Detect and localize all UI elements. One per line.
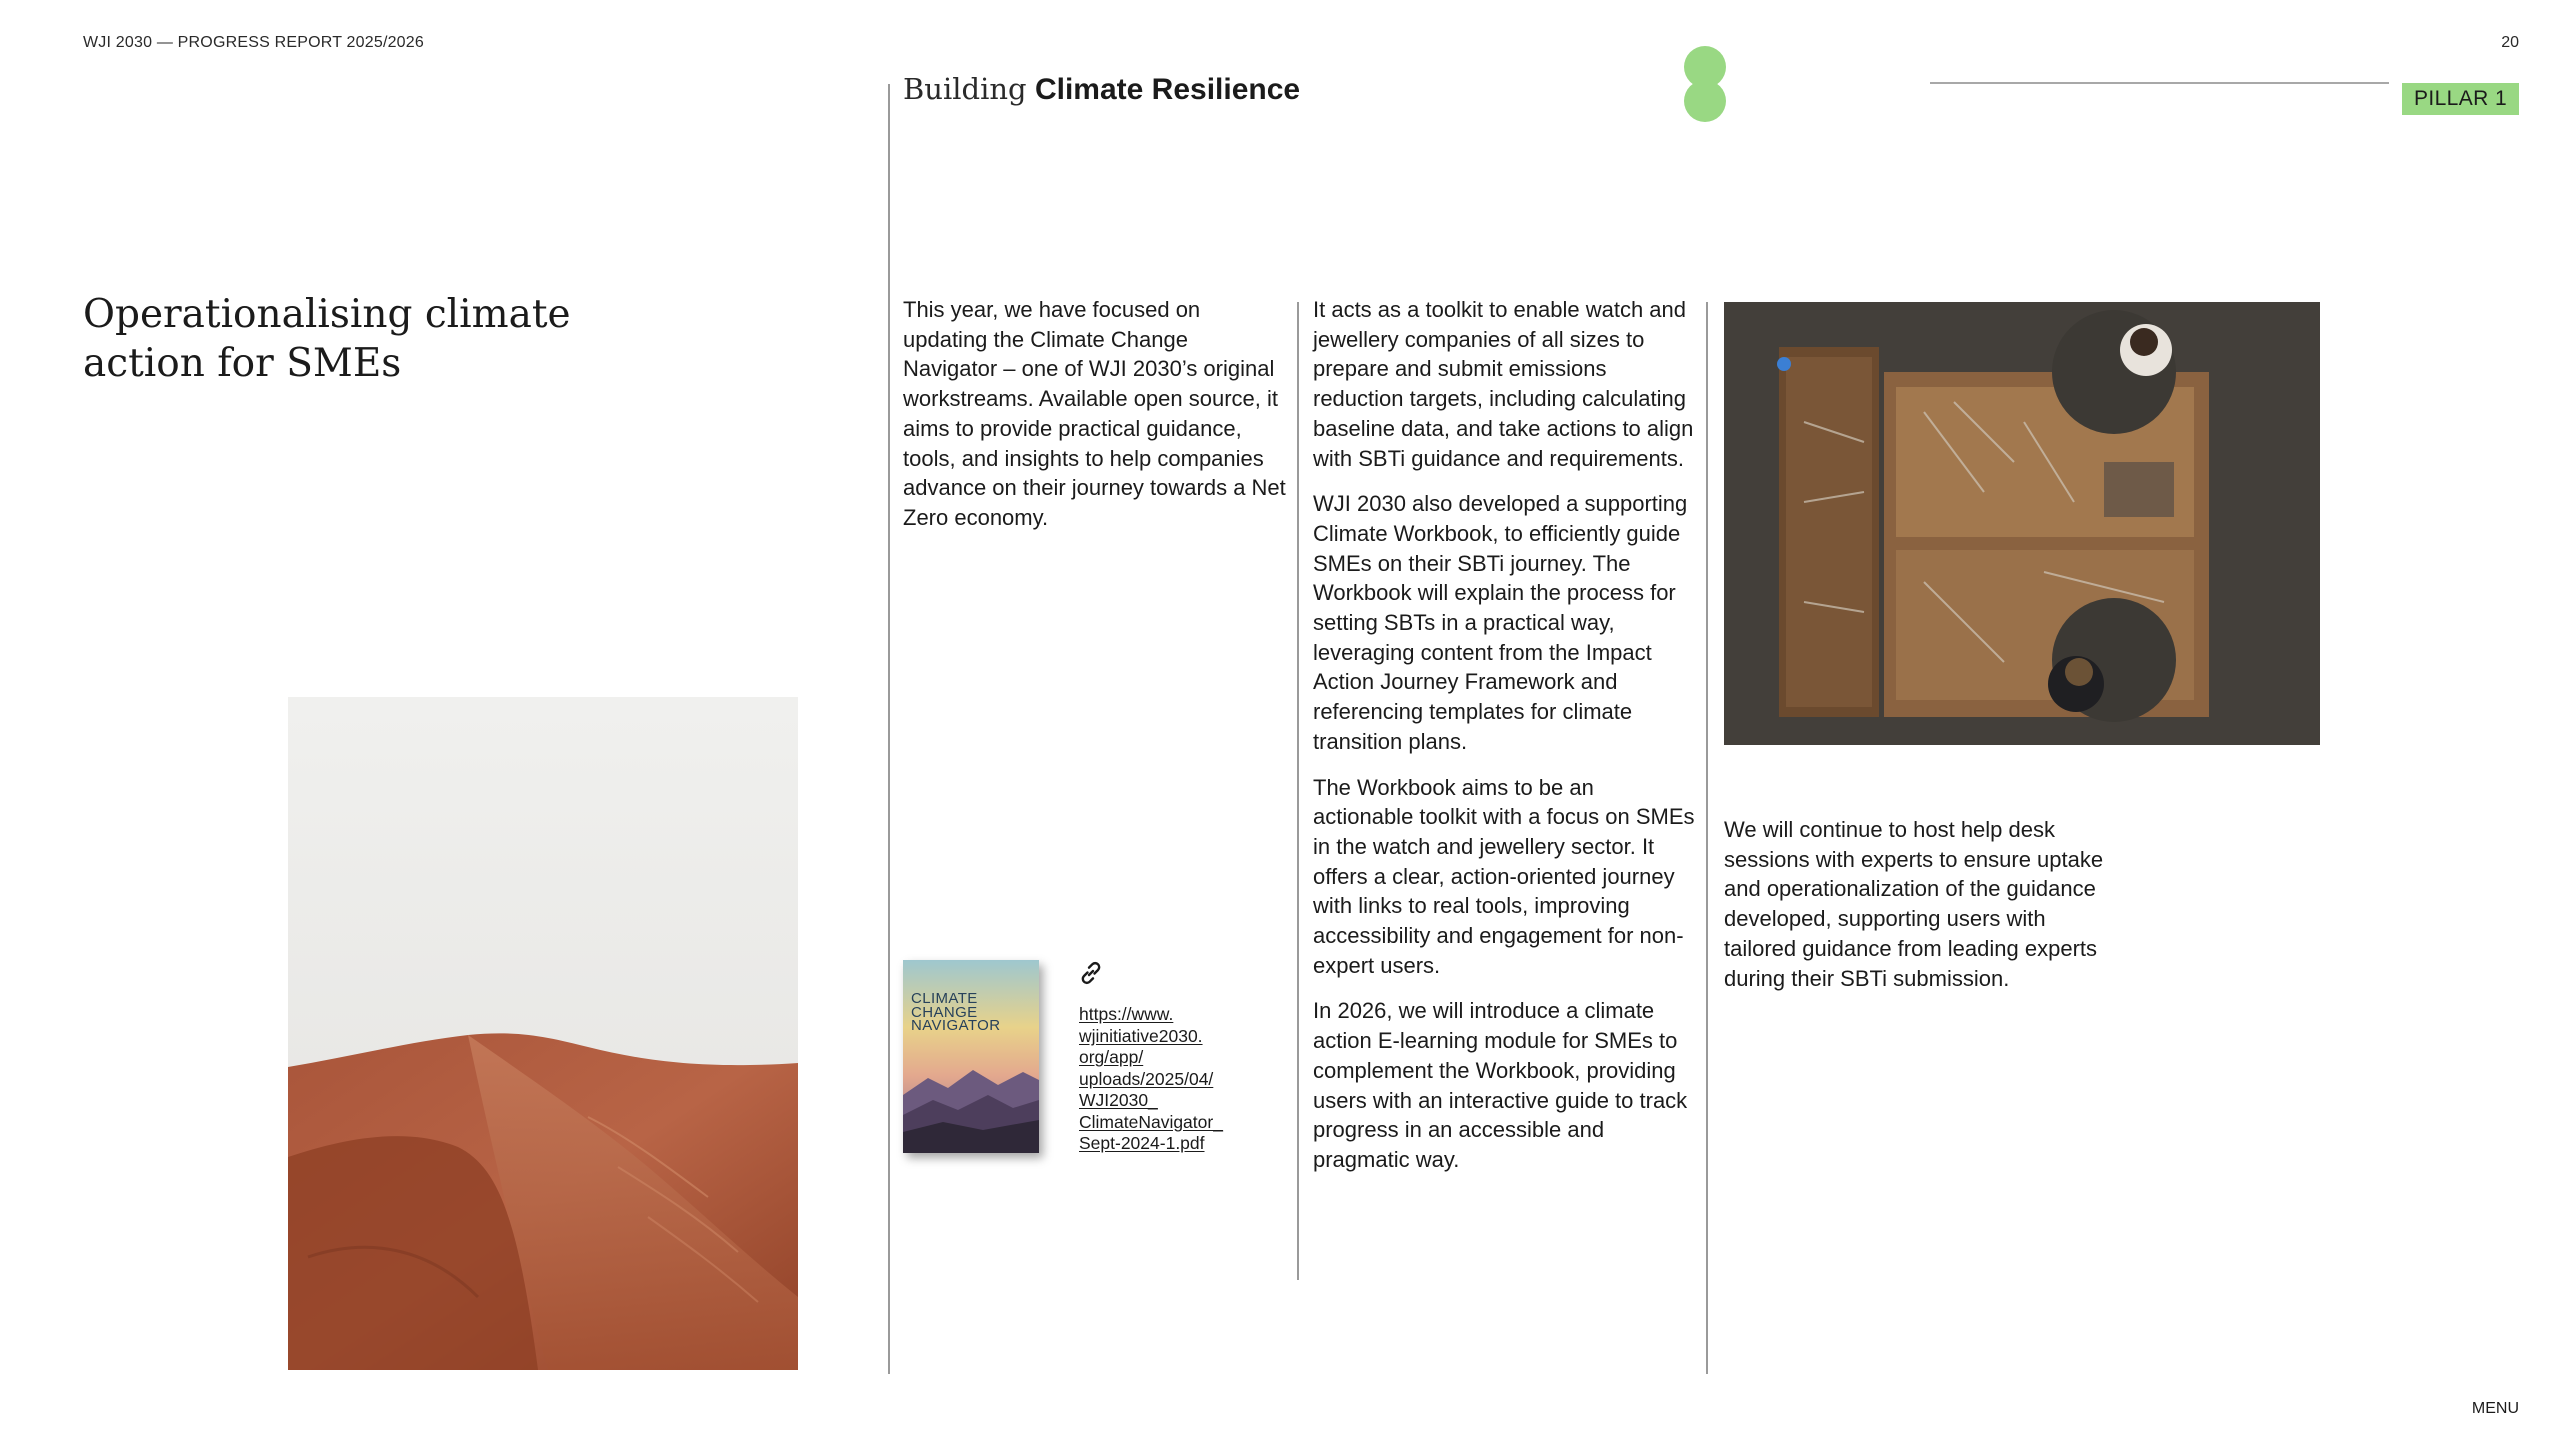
- cover-title-line-2: CHANGE: [911, 1003, 978, 1021]
- column-2-paragraph-2: WJI 2030 also developed a supporting Climate Workbook, to efficiently guide SMEs on their SBTi journey. The Workbook will explain the process for setting SBTs in a practical way, leveraging content from the Impact Action Journey Framework and referencing templates for climate transition plans.: [1313, 491, 1688, 754]
- column-1-text: [903, 295, 1288, 549]
- link-icon[interactable]: [1077, 959, 1105, 987]
- climate-navigator-cover[interactable]: [903, 960, 1039, 1153]
- pillar-badge: PILLAR 1: [2402, 83, 2519, 115]
- url-line: https://www.: [1079, 1004, 1174, 1024]
- cover-title-line-1: CLIMATE: [911, 990, 978, 1007]
- column-1-paragraph: This year, we have focused on updating the Climate Change Navigator – one of WJI 2030’s original workstreams. Available open source, it aims to provide practical guidance, tools, and insights to help companies advance on their journey towards a Net Zero economy.: [903, 297, 1286, 530]
- header-rule: [1930, 82, 2389, 84]
- jewellery-workshop-image: [1724, 302, 2320, 745]
- cover-title: [911, 992, 1035, 1033]
- url-line: ClimateNavigator_: [1079, 1111, 1223, 1132]
- column-3-text: [1724, 815, 2104, 1009]
- running-title: WJI 2030 — PROGRESS REPORT 2025/2026: [83, 34, 424, 51]
- navigator-pdf-link[interactable]: [1079, 1004, 1249, 1155]
- section-title-prefix: Building: [903, 72, 1027, 106]
- heading-line-2: action for SMEs: [83, 341, 402, 386]
- url-line: uploads/2025/04/: [1079, 1068, 1214, 1089]
- menu-button[interactable]: MENU: [2471, 1400, 2519, 1417]
- column-2-text: [1313, 295, 1696, 1191]
- desert-dunes-image: [288, 697, 798, 1370]
- column-3-paragraph: We will continue to host help desk sessions with experts to ensure uptake and operationalization of the guidance developed, supporting users with tailored guidance from leading experts during their SBTi submission.: [1724, 817, 2104, 991]
- cover-title-line-3: NAVIGATOR: [911, 1017, 1001, 1034]
- column-2-paragraph-4: In 2026, we will introduce a climate action E-learning module for SMEs to complement the Workbook, providing users with an interactive guide to track progress in an accessible and pragmatic way.: [1313, 998, 1688, 1172]
- divider-vertical-3: [1706, 302, 1708, 1374]
- url-line: org/app/: [1079, 1047, 1144, 1067]
- column-2-paragraph-3: The Workbook aims to be an actionable toolkit with a focus on SMEs in the watch and jewellery sector. It offers a clear, action-oriented journey with links to real tools, improving accessibility and engagement for non-expert users.: [1313, 774, 1695, 978]
- url-line: wjinitiative2030.: [1079, 1025, 1203, 1046]
- url-line: WJI2030_: [1079, 1090, 1158, 1110]
- section-title-emphasis: Climate Resilience: [1034, 73, 1301, 106]
- page-heading: [83, 290, 643, 388]
- page-number: 20: [2501, 34, 2519, 51]
- url-line: Sept-2024-1.pdf: [1079, 1133, 1205, 1153]
- pillar-logo-icon: [1680, 45, 1730, 125]
- section-title: [903, 72, 1300, 107]
- column-2-paragraph-1: It acts as a toolkit to enable watch and jewellery companies of all sizes to prepare and submit emissions reduction targets, including calculating baseline data, and take actions to align with SBTi guidance and requirements.: [1313, 297, 1694, 471]
- heading-line-1: Operationalising climate: [83, 292, 571, 337]
- divider-vertical-1: [888, 84, 890, 1374]
- divider-vertical-2: [1297, 302, 1299, 1280]
